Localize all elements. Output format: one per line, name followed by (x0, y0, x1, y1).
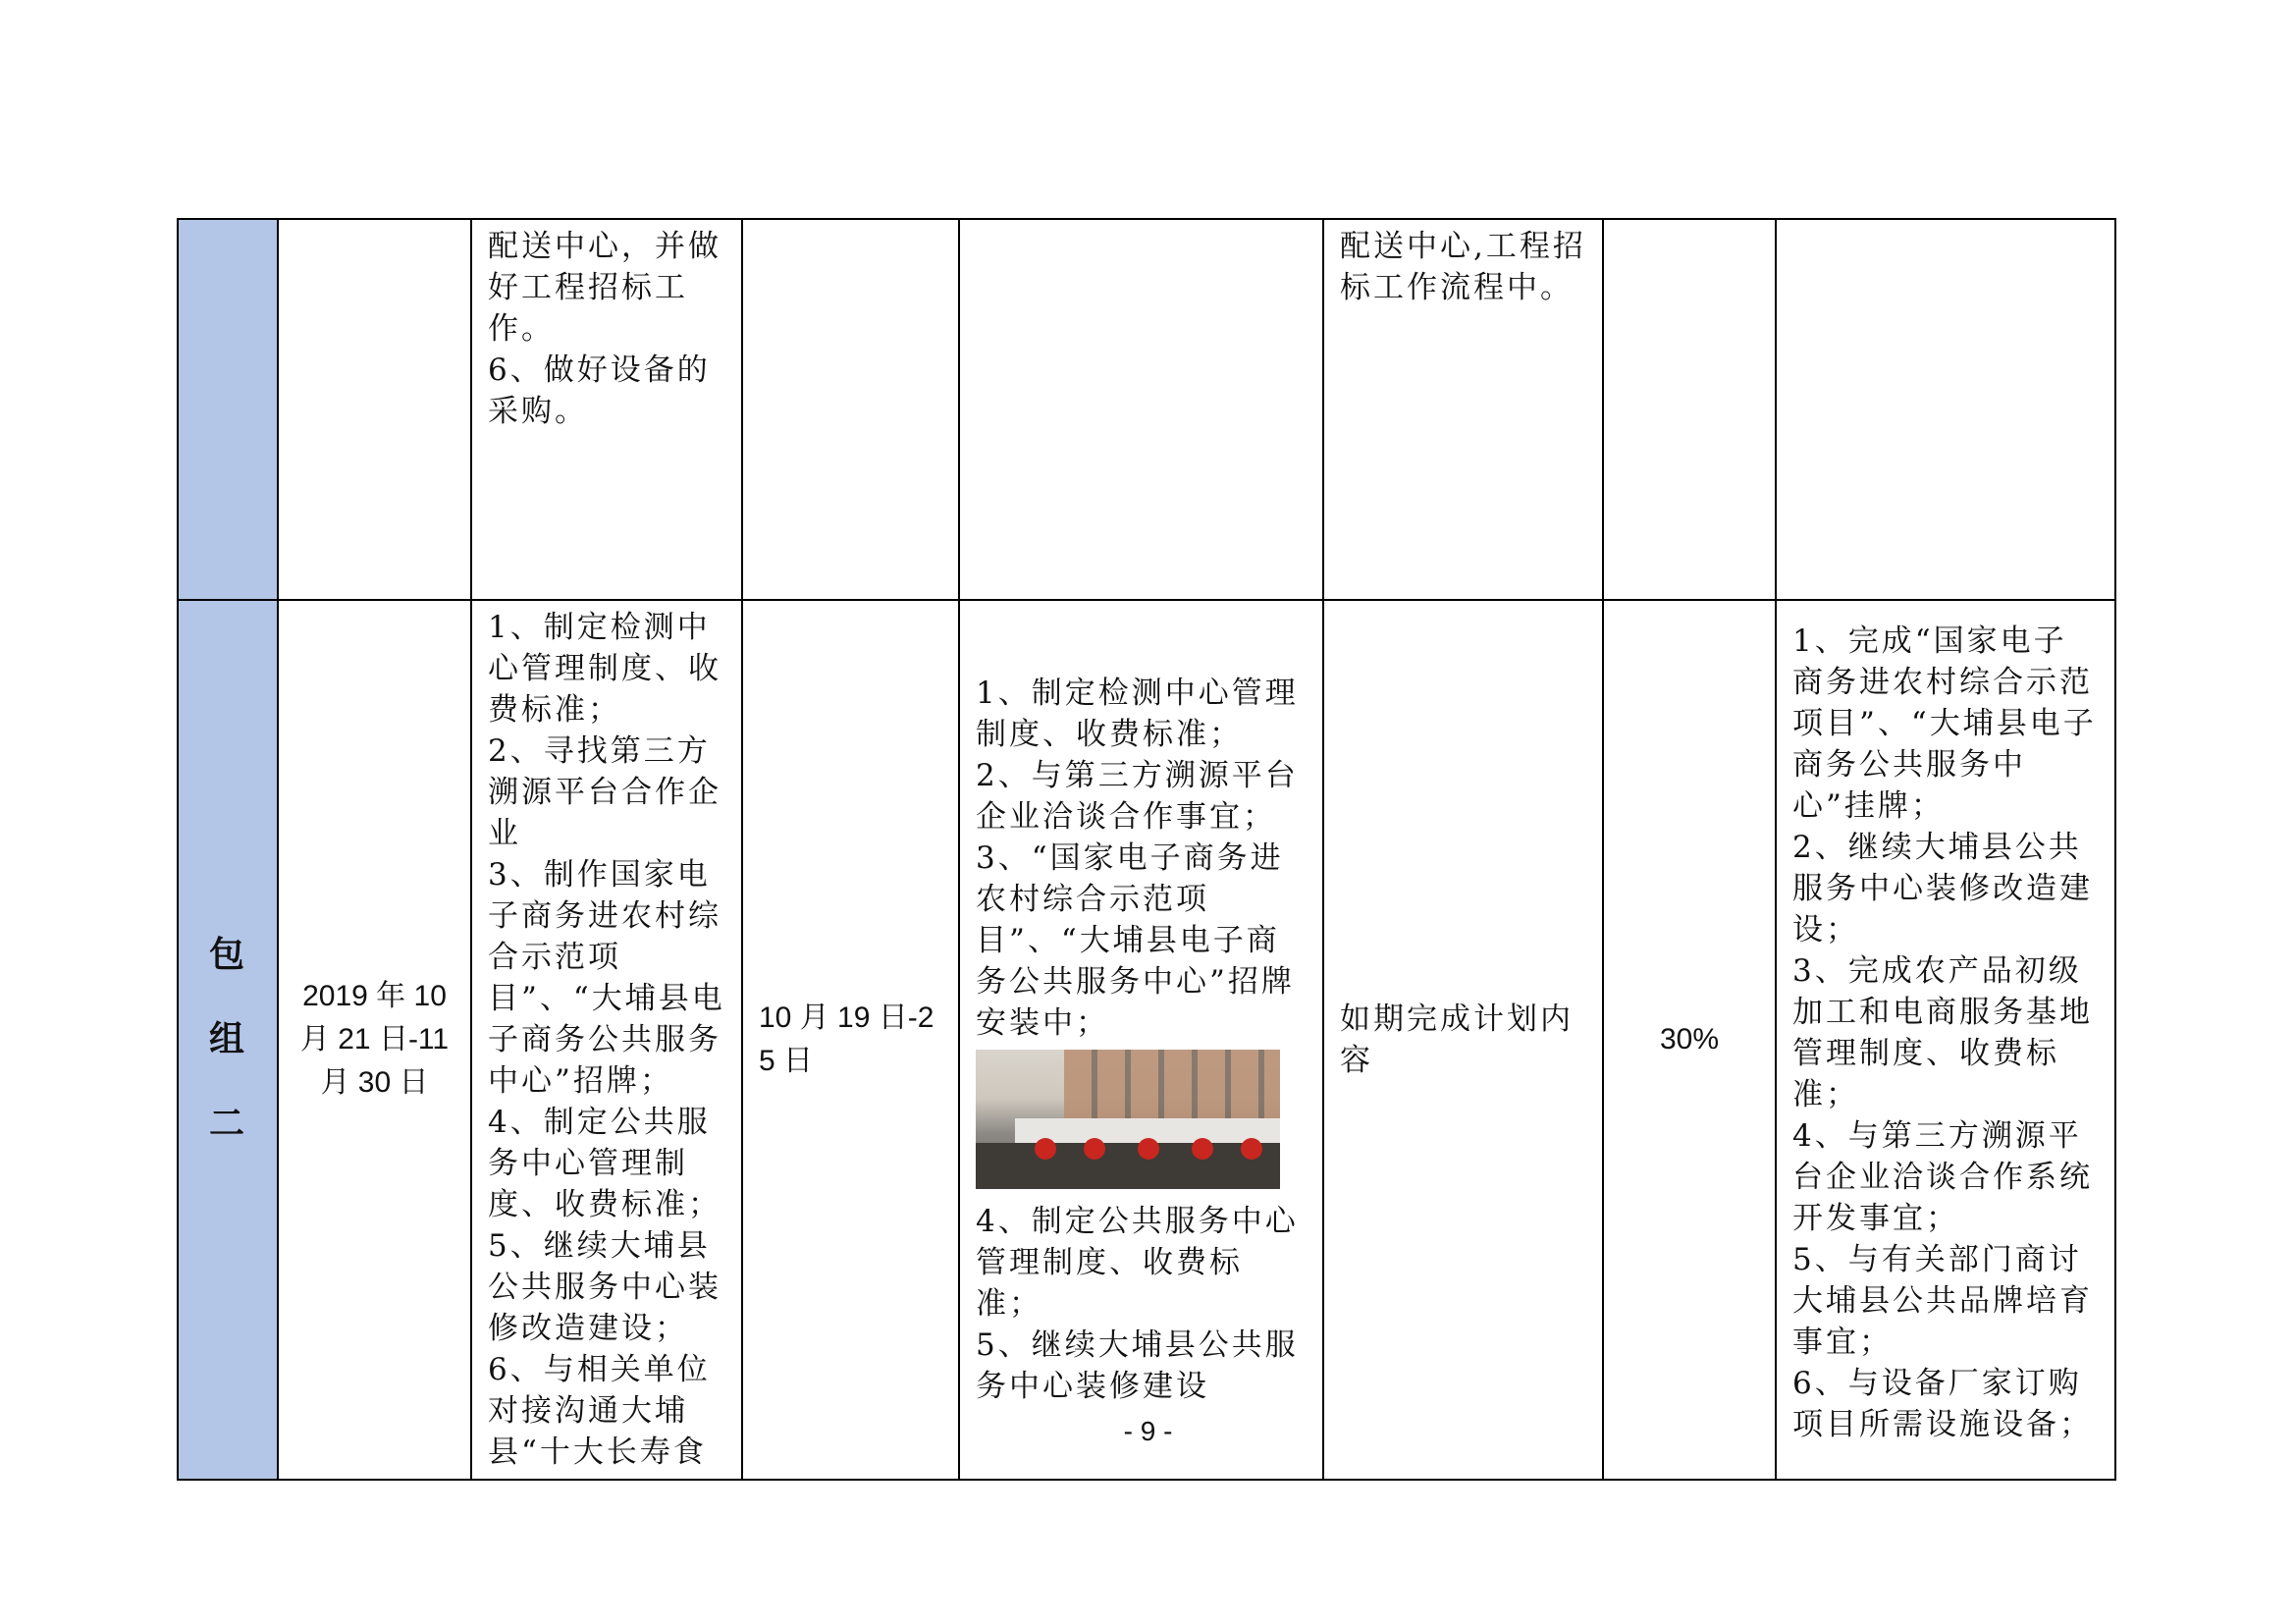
percent-cell (1603, 600, 1776, 1480)
next-cell (1776, 600, 2115, 1480)
percent-text: 30% (1659, 1023, 1720, 1056)
group-cell (178, 600, 278, 1480)
group-cell (178, 219, 278, 600)
progress-line: 4、制定公共服务中心管理制度、收费标准； (976, 1204, 1299, 1322)
period-cell (278, 600, 471, 1480)
actual-cell (1323, 219, 1603, 600)
actual-text: 配送中心,工程招标工作流程中。 (1340, 229, 1586, 305)
percent-cell (1603, 219, 1776, 600)
next-line: 2、继续大埔县公共服务中心装修改造建设； (1792, 830, 2093, 947)
group-label-line: 包组 (208, 935, 246, 1059)
next-cell (1776, 219, 2115, 600)
progress-line: 3、“国家电子商务进农村综合示范项目”、“大埔县电子商务公共服务中心”招牌安装中； (976, 840, 1295, 1041)
progress-line: 1、制定检测中心管理制度、收费标准； (976, 676, 1299, 752)
table-row (178, 600, 2115, 1480)
progress-cell (959, 219, 1323, 600)
actual-cell (1323, 600, 1603, 1480)
group-label-line: 二 (208, 1104, 246, 1144)
plan-line: 6、做好设备的采购。 (488, 352, 711, 429)
group-label (194, 913, 261, 1166)
week-cell (742, 600, 959, 1480)
plan-line: 5、继续大埔县公共服务中心装修改造建设； (488, 1228, 721, 1346)
plan-cell (471, 219, 742, 600)
page-number: - 9 - (1123, 1416, 1173, 1446)
period-cell (278, 219, 471, 600)
progress-line: 5、继续大埔县公共服务中心装修建设 (976, 1327, 1299, 1404)
plan-line: 2、寻找第三方溯源平台合作企业 (488, 733, 721, 851)
next-line: 1、完成“国家电子商务进农村综合示范项目”、“大埔县电子商务公共服务中心”挂牌； (1792, 623, 2097, 824)
plan-line: 4、制定公共服务中心管理制度、收费标准； (488, 1105, 721, 1222)
plan-line: 配送中心，并做好工程招标工作。 (488, 229, 721, 347)
next-line: 6、与设备厂家订购项目所需设施设备； (1792, 1366, 2093, 1442)
completion-text: 如期完成计划内容 (1340, 1001, 1574, 1078)
plan-line: 1、制定检测中心管理制度、收费标准； (488, 610, 721, 728)
plan-cell (471, 600, 742, 1480)
plan-line: 6、与相关单位对接沟通大埔县“十大长寿食 (488, 1352, 711, 1470)
signboard-photo (976, 1050, 1280, 1189)
progress-cell (959, 600, 1323, 1480)
plan-line: 3、制作国家电子商务进农村综合示范项目”、“大埔县电子商务公共服务中心”招牌； (488, 857, 725, 1099)
next-line: 3、完成农产品初级加工和电商服务基地管理制度、收费标准； (1792, 953, 2093, 1112)
week-cell (742, 219, 959, 600)
progress-line: 2、与第三方溯源平台企业洽谈合作事宜； (976, 758, 1299, 835)
period-text: 2019 年 10 月 21 日-11 月 30 日 (299, 980, 450, 1099)
progress-table (177, 218, 2116, 1481)
week-text: 10 月 19 日-25 日 (759, 1001, 934, 1077)
next-line: 5、与有关部门商讨大埔县公共品牌培育事宜； (1792, 1242, 2093, 1360)
table-row (178, 219, 2115, 600)
next-line: 4、与第三方溯源平台企业洽谈合作系统开发事宜； (1792, 1118, 2093, 1236)
